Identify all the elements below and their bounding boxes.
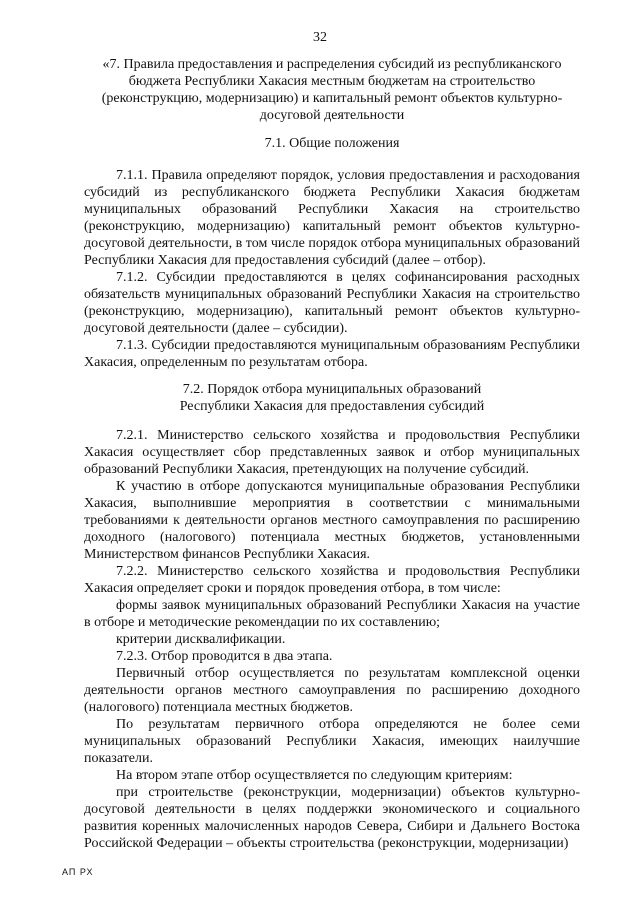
paragraph: Первичный отбор осуществляется по результатам комплексной оценки деятельности органов местного самоуправления по расширению доходного (налогового) потенциала местных бюджетов. [84,666,580,715]
paragraph: 7.1.2. Субсидии предоставляются в целях софинансирования расходных обязательств муниципальных образований Республики Хакасия на строительство (реконструкцию, модернизацию), капитальный ремонт объектов культурно-досуговой деятельности (далее – субсидии). [84,270,580,336]
section-heading-selection-procedure [84,381,580,415]
document-title: «7. Правила предоставления и распределения субсидий из республиканского бюджета Республики Хакасия местным бюджетам на строительство (реконструкцию, модернизацию) и капитальный ремонт объектов культурно-досуговой деятельности [101,57,563,123]
paragraph: 7.1.1. Правила определяют порядок, условия предоставления и расходования субсидий из республиканского бюджета Республики Хакасия бюджетам муниципальных образований Республики Хакасия на строительство (реконструкцию, модернизацию) капитальный ремонт объектов культурно-досуговой деятельности, в том числе порядок отбора муниципальных образований Республики Хакасия для предоставления субсидий (далее – отбор). [84,168,580,268]
paragraph: критерии дисквалификации. [116,632,286,647]
paragraph: К участию в отборе допускаются муниципальные образования Республики Хакасия, выполнившие мероприятия в соответствии с минимальными требованиями к деятельности органов местного самоуправления по расширению доходного (налогового) потенциала местных бюджетов, установленными Министерством финансов Республики Хакасия. [84,479,580,562]
paragraph: По результатам первичного отбора определяются не более семи муниципальных образований Республики Хакасия, имеющих наилучшие показатели. [84,717,580,766]
paragraph: 7.2.1. Министерство сельского хозяйства и продовольствия Республики Хакасия осуществляет сбор представленных заявок и отбор муниципальных образований Республики Хакасия, претендующих на получение субсидий. [84,428,580,477]
section-general-provisions-body [84,167,580,371]
section-heading-general-provisions: 7.1. Общие положения [264,136,400,151]
footer-mark: АП РХ [62,867,94,877]
paragraph: 7.1.3. Субсидии предоставляются муниципальным образованиям Республики Хакасия, определенным по результатам отбора. [84,338,580,370]
section-selection-procedure-body [84,427,580,852]
page-number: 32 [313,30,327,45]
paragraph: формы заявок муниципальных образований Республики Хакасия на участие в отборе и методические рекомендации по их составлению; [84,598,580,630]
paragraph: при строительстве (реконструкции, модернизации) объектов культурно-досуговой деятельности в целях поддержки экономического и социального развития коренных малочисленных народов Севера, Сибири и Дальнего Востока Российской Федерации – объекты строительства (реконструкции, модернизации) [84,785,580,851]
paragraph: На втором этапе отбор осуществляется по следующим критериям: [116,768,513,783]
section-heading-line: 7.2. Порядок отбора муниципальных образований [182,382,482,397]
paragraph: 7.2.3. Отбор проводится в два этапа. [116,649,333,664]
section-heading-line: Республики Хакасия для предоставления субсидий [179,399,485,414]
paragraph: 7.2.2. Министерство сельского хозяйства и продовольствия Республики Хакасия определяет сроки и порядок проведения отбора, в том числе: [84,564,580,596]
